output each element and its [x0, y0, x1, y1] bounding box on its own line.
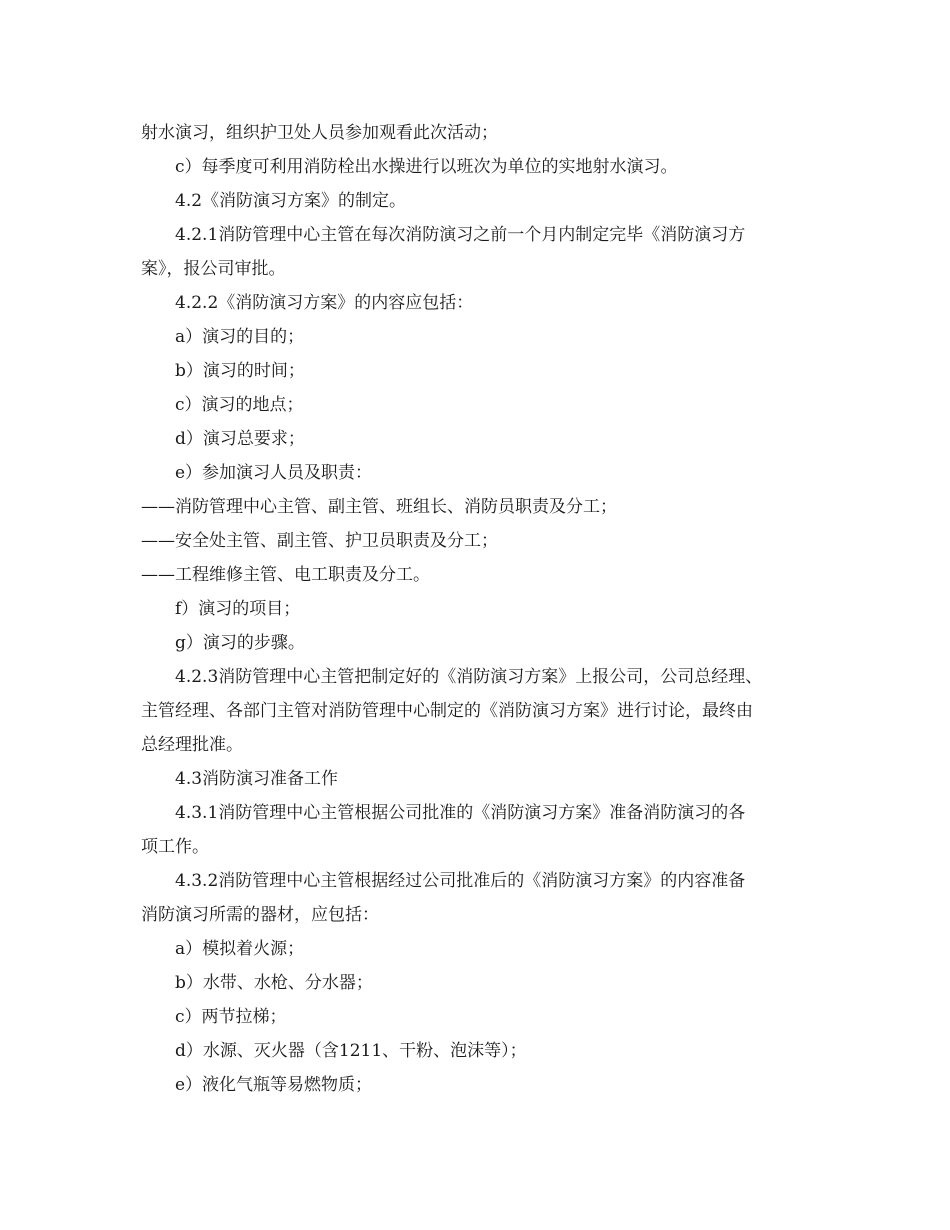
- text-line: a）演习的目的；: [175, 327, 305, 347]
- text-line: c）每季度可利用消防栓出水操进行以班次为单位的实地射水演习。: [175, 157, 678, 177]
- text-line: 项工作。: [141, 837, 209, 857]
- text-line: 4.3.2消防管理中心主管根据经过公司批准后的《消防演习方案》的内容准备: [175, 871, 746, 891]
- text-line: 4.2.2《消防演习方案》的内容应包括：: [175, 293, 474, 313]
- text-line: c）两节拉梯；: [175, 1007, 287, 1027]
- text-line: b）水带、水枪、分水器；: [175, 973, 373, 993]
- text-line: c）演习的地点；: [175, 395, 304, 415]
- text-line: ——消防管理中心主管、副主管、班组长、消防员职责及分工；: [141, 497, 617, 517]
- text-line: g）演习的步骤。: [175, 633, 305, 653]
- text-line: ——安全处主管、副主管、护卫员职责及分工；: [141, 531, 498, 551]
- text-line: a）模拟着火源；: [175, 939, 305, 959]
- text-line: e）参加演习人员及职责：: [175, 463, 373, 483]
- text-line: 主管经理、各部门主管对消防管理中心制定的《消防演习方案》进行讨论，最终由: [141, 701, 753, 721]
- text-line: ——工程维修主管、电工职责及分工。: [141, 565, 430, 585]
- text-line: 4.3.1消防管理中心主管根据公司批准的《消防演习方案》准备消防演习的各: [175, 803, 746, 823]
- text-line: 4.2.3消防管理中心主管把制定好的《消防演习方案》上报公司，公司总经理、: [175, 667, 763, 687]
- text-line: 4.2.1消防管理中心主管在每次消防演习之前一个月内制定完毕《消防演习方: [175, 225, 746, 245]
- text-line: d）水源、灭火器（含1211、干粉、泡沫等）；: [175, 1041, 527, 1061]
- text-line: e）液化气瓶等易燃物质；: [175, 1075, 373, 1095]
- text-line: 4.2《消防演习方案》的制定。: [175, 191, 407, 211]
- text-line: b）演习的时间；: [175, 361, 305, 381]
- text-line: 消防演习所需的器材，应包括：: [141, 905, 379, 925]
- text-line: 案》，报公司审批。: [141, 259, 286, 279]
- text-line: f）演习的项目；: [175, 599, 301, 619]
- text-line: 4.3消防演习准备工作: [175, 769, 339, 789]
- text-line: d）演习总要求；: [175, 429, 305, 449]
- text-line: 总经理批准。: [141, 735, 243, 755]
- text-line: 射水演习，组织护卫处人员参加观看此次活动；: [141, 123, 498, 143]
- document-body: [141, 116, 821, 1102]
